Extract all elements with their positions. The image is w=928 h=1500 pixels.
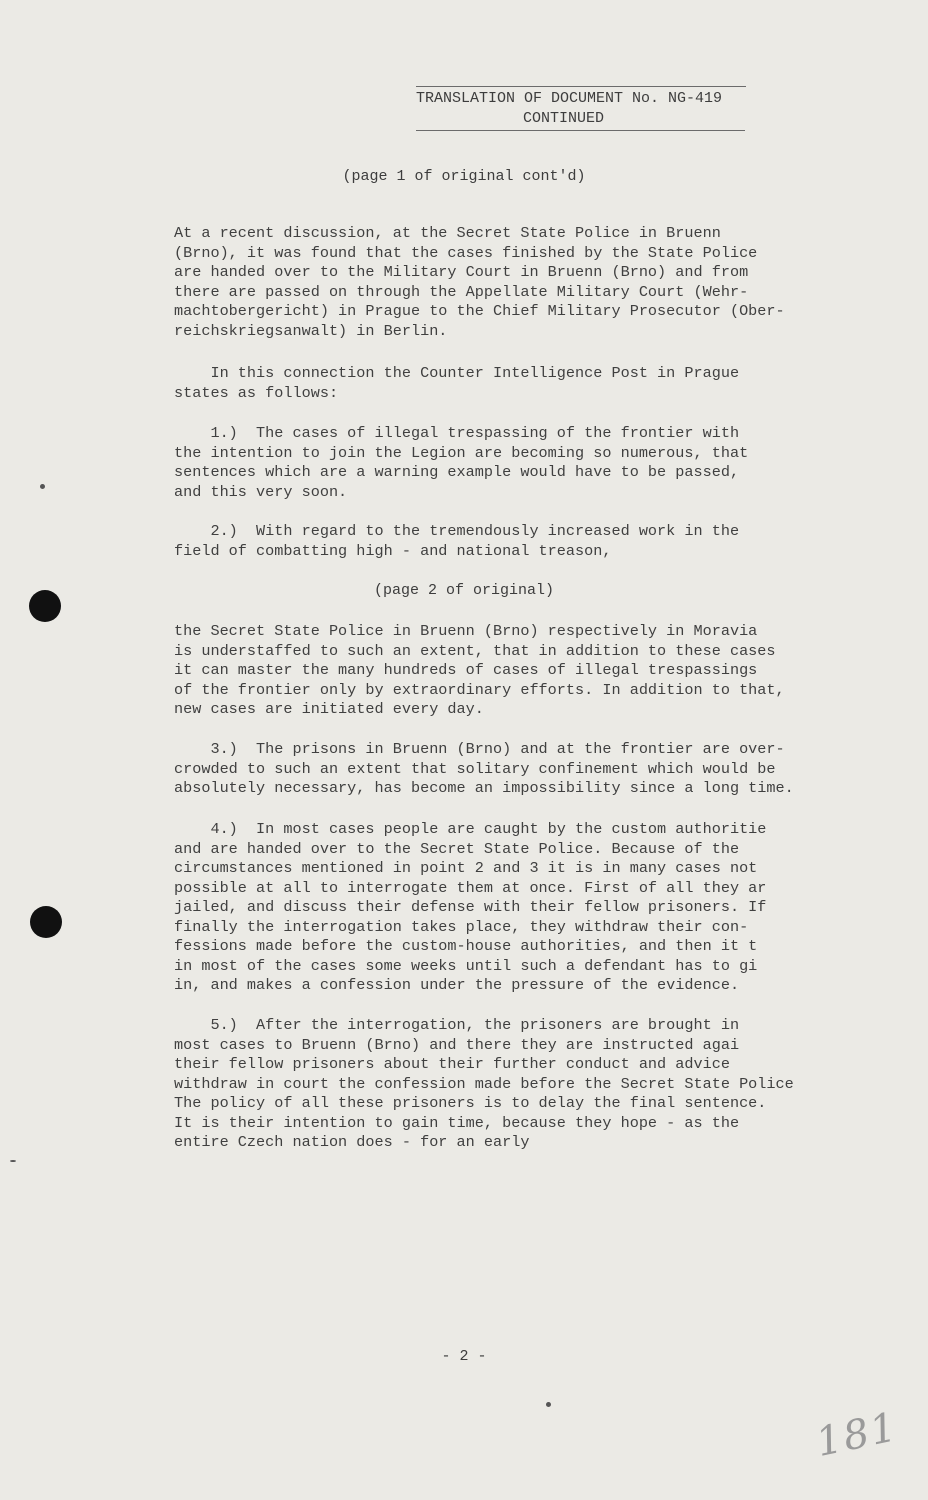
list-item-2: 2.) With regard to the tremendously increased work in the field of combatting high - and national treason,: [174, 522, 740, 560]
paper-speck: [546, 1402, 551, 1407]
list-item-2-continued: the Secret State Police in Bruenn (Brno) respectively in Moravia is understaffed to such an extent, that in addition to these cases it can master the many hundreds of cases of illegal trespassings of the frontier only by extraordinary efforts. In addition to that, new cases are initiated every day.: [174, 622, 785, 718]
list-item-1: 1.) The cases of illegal trespassing of the frontier with the intention to join the Legion are becoming so numerous, that sentences which are a warning example would have to be passed, and this very soon.: [174, 424, 749, 501]
document-title: TRANSLATION OF DOCUMENT No. NG-419: [416, 86, 746, 109]
page-note-original-2: (page 2 of original): [373, 582, 555, 599]
paragraph-connection: In this connection the Counter Intelligence Post in Prague states as follows:: [174, 364, 740, 402]
list-item-4: 4.) In most cases people are caught by the custom authoritie and are handed over to the Secret State Police. Because of the circumstances mentioned in point 2 and 3 it is in many cases not possible at all to interrogate them at once. First of all they ar jailed, and discuss their defense with their fellow prisoners. If finally the interrogation takes place, they withdraw their con- fessions made before the custom-house authorities, and then it t in most of the cases some weeks until such a defendant has to gi in, and makes a confession under the pressure of the evidence.: [174, 820, 767, 994]
document-subtitle: CONTINUED: [416, 109, 745, 131]
handwritten-page-number: 181: [812, 1403, 903, 1467]
document-header: [416, 86, 746, 131]
punch-hole-bottom: [30, 906, 62, 938]
list-item-3: 3.) The prisons in Bruenn (Brno) and at the frontier are over- crowded to such an extent that solitary confinement which would be absolutely necessary, has become an impossibility since a long time.: [174, 740, 794, 797]
paper-speck: [10, 1160, 16, 1162]
page-number: - 2 -: [441, 1348, 487, 1365]
list-item-5: 5.) After the interrogation, the prisoners are brought in most cases to Bruenn (Brno) and there they are instructed agai their fellow prisoners about their further conduct and advice withdraw in court the confession made before the Secret State Police The policy of all these prisoners is to delay the final sentence. It is their intention to gain time, because they hope - as the entire Czech nation does - for an early: [174, 1016, 794, 1151]
paragraph-intro: At a recent discussion, at the Secret State Police in Bruenn (Brno), it was found that the cases finished by the State Police are handed over to the Military Court in Bruenn (Brno) and from there are passed on through the Appellate Military Court (Wehr- machtobergericht) in Prague to the Chief Military Prosecutor (Ober- reichskriegsanwalt) in Berlin.: [174, 224, 785, 340]
paper-speck: [40, 484, 45, 489]
punch-hole-top: [29, 590, 61, 622]
page-note-original-1: (page 1 of original cont'd): [342, 168, 586, 185]
